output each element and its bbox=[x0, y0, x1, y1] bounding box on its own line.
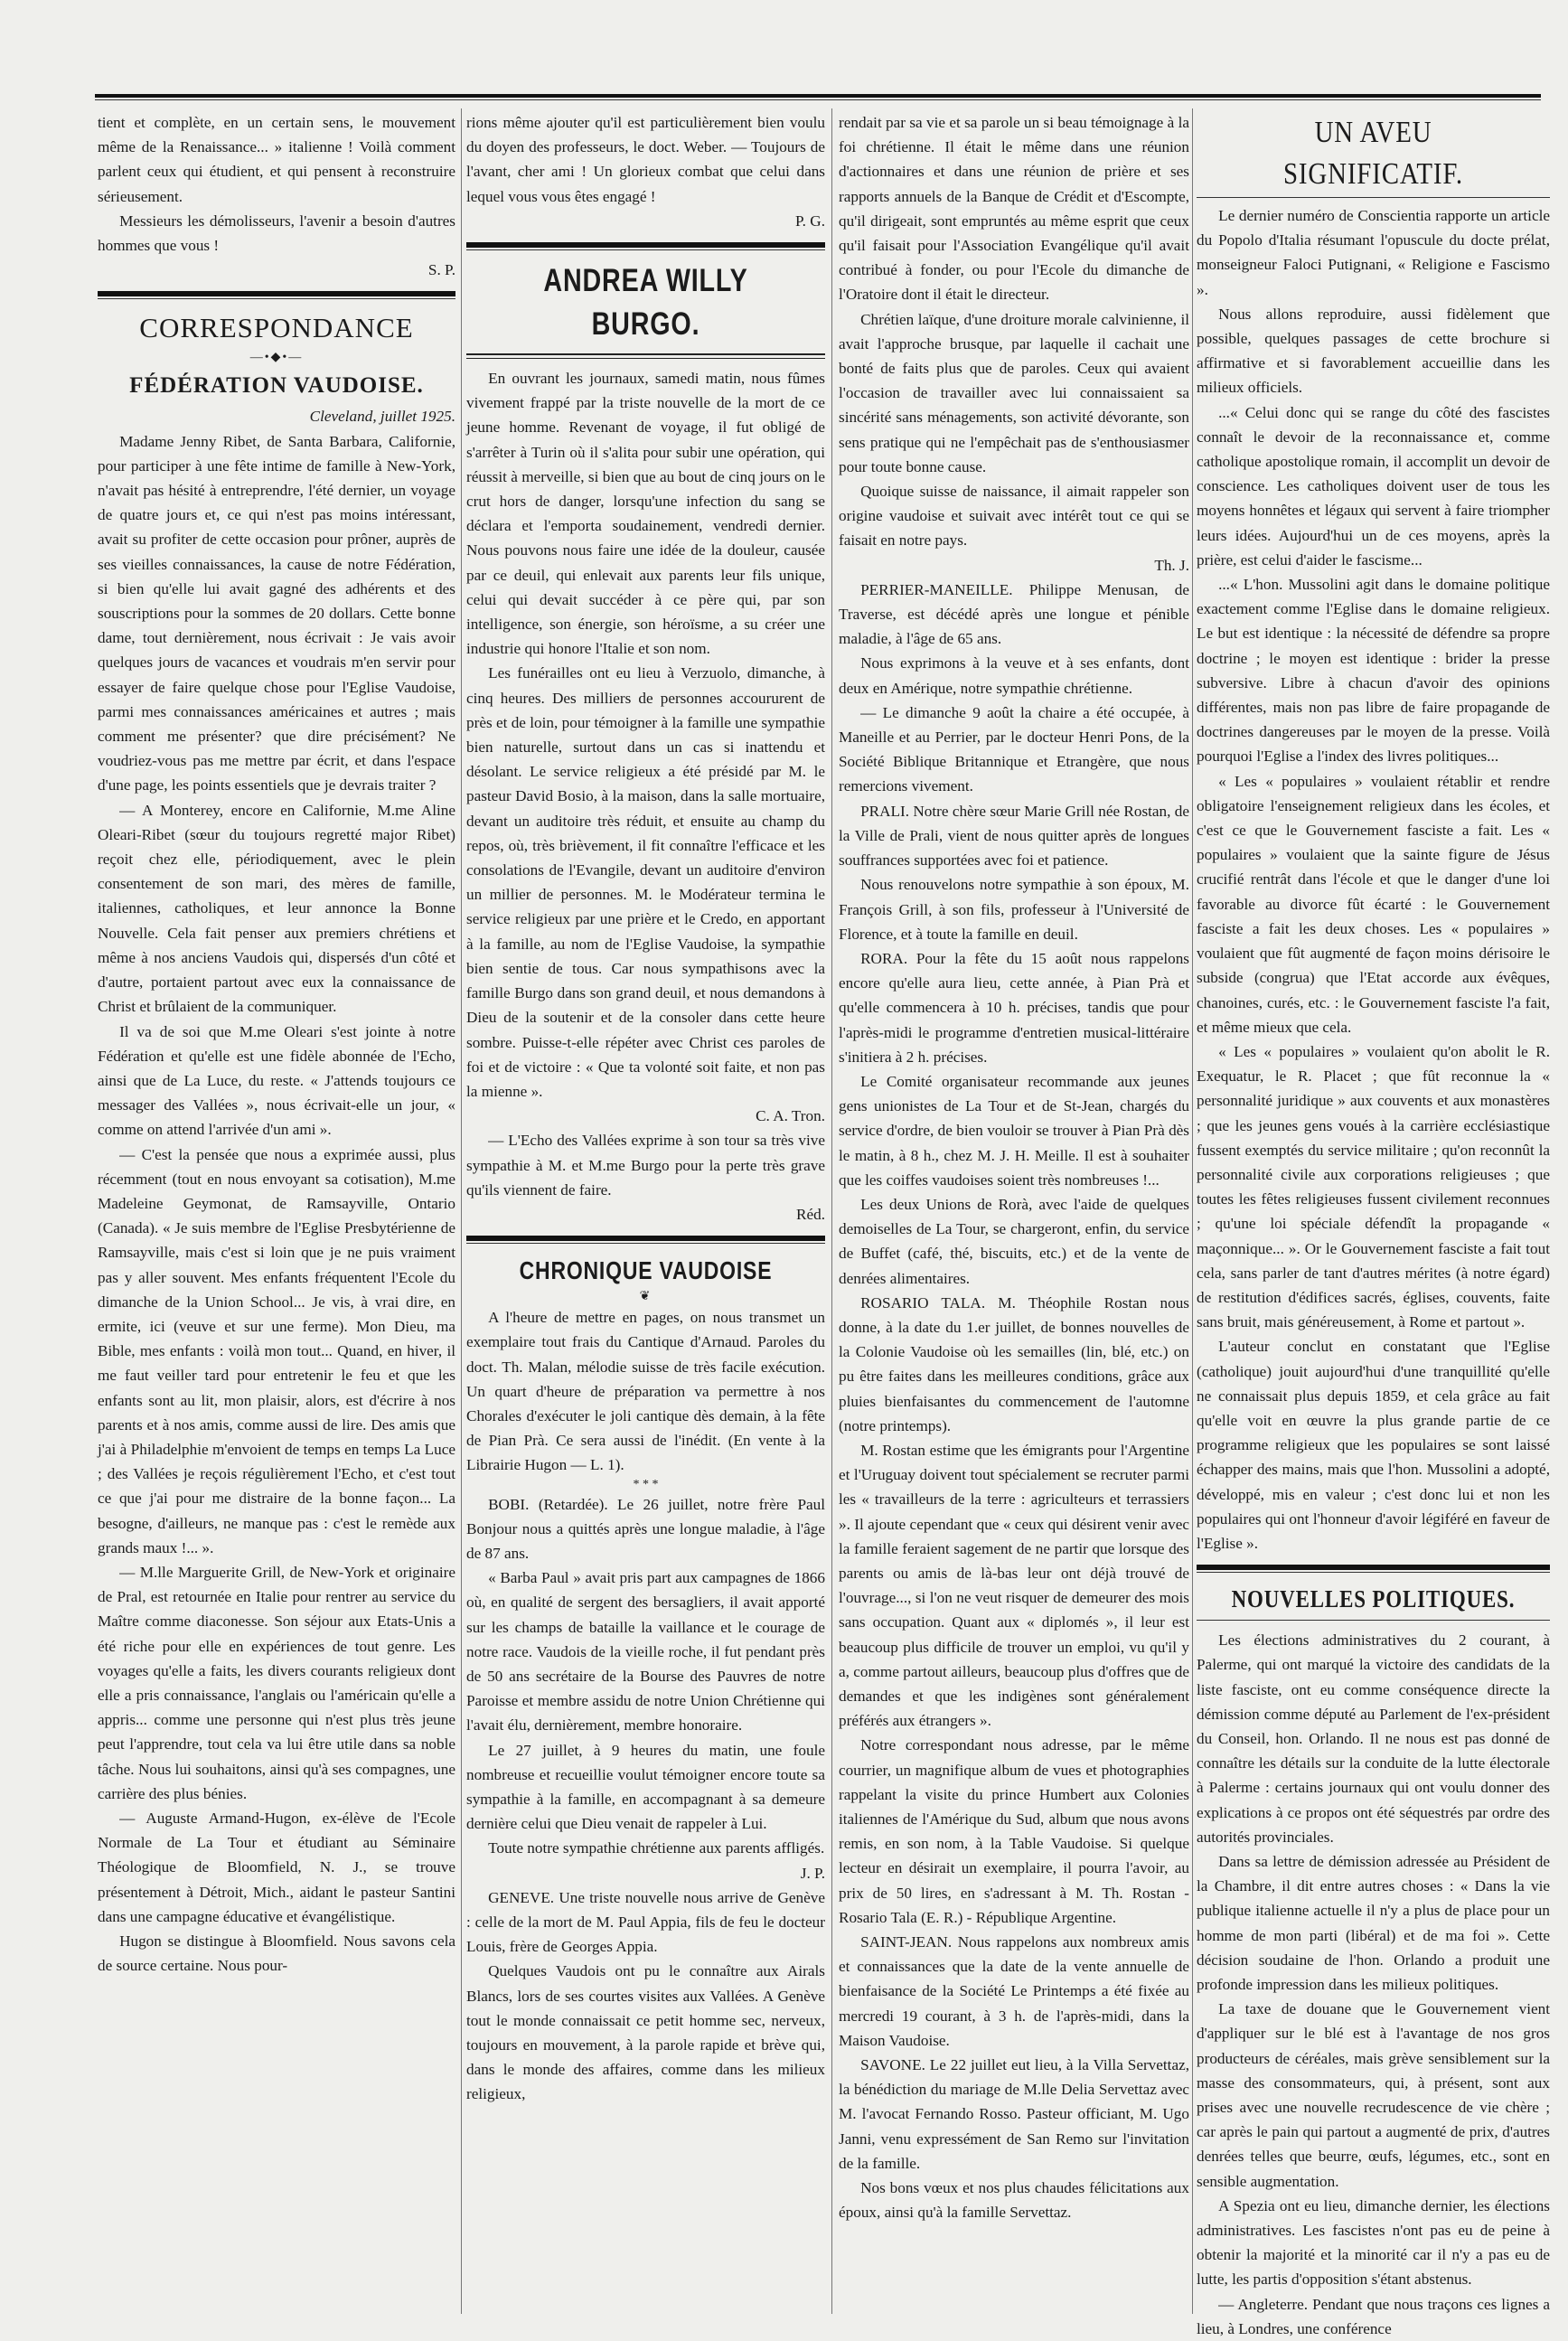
paragraph: « Les « populaires » voulaient rétablir et rendre obligatoire l'enseignement religieux dans les écoles, et c'est ce que le Gouvernement fasciste a fait. Les « populaires » voulaient que la sainte figure de Jésus crucifié rentrât dans l'école et que le danger d'une loi favorable au divorce fût écarté : le Gouvernement fasciste a fait les deux choses. Les « populaires » voulaient que fût augmenté de façon moins dérisoire le subside (congrua) que l'Etat accorde aux évêques, chanoines, curés, etc. : le Gouvernement fasciste l'a fait, et même mieux que cela. bbox=[1197, 772, 1550, 1036]
paragraph: « Barba Paul » avait pris part aux campagnes de 1866 où, en qualité de sergent des bersagliers, il avait apporté sur les champs de bataille la vaillance et le courage de notre race. Vaudois de la vieille roche, il fut pendant près de 50 ans secrétaire de la Bourse des Pauvres de notre Paroisse et membre assidu de notre Union Chrétienne qui l'avait élu, dernièrement, membre honoraire. bbox=[466, 1569, 825, 1735]
ornament-divider: —•◆•— bbox=[249, 351, 304, 365]
paragraph: rions même ajouter qu'il est particulièrement bien voulu du doyen des professeurs, le doct. Weber. — Toujours de l'avant, cher ami ! Un glorieux combat que celui dans lequel vous vous êtes engagé ! bbox=[466, 114, 825, 205]
paragraph: Hugon se distingue à Bloomfield. Nous savons cela de source certaine. Nous pour- bbox=[98, 1932, 455, 1975]
top-rule-thin bbox=[95, 99, 1541, 100]
paragraph: BOBI. (Retardée). Le 26 juillet, notre frère Paul Bonjour nous a quittés après une longue maladie, à l'âge de 87 ans. bbox=[466, 1495, 825, 1562]
paragraph: GENEVE. Une triste nouvelle nous arrive de Genève : celle de la mort de M. Paul Appia, fils de feu le docteur Louis, frère de Georges Appia. bbox=[466, 1888, 825, 1956]
section-rule bbox=[1197, 1565, 1550, 1570]
paragraph: — A Monterey, encore en Californie, M.me Aline Oleari-Ribet (sœur du toujours regretté major Ribet) reçoit chez elle, périodiquement, avec le plein consentement de son mari, des mères de famille, italiennes, catholiques, et leur annonce la Bonne Nouvelle. Cela fait penser aux premiers chrétiens et même à nos anciens Vaudois qui, dispersés d'un côté et d'autre, portaient partout avec eux la connaissance de Christ et brûlaient de la communiquer. bbox=[98, 801, 455, 1016]
column-3 bbox=[839, 110, 1189, 2316]
paragraph: SAVONE. Le 22 juillet eut lieu, à la Villa Servettaz, la bénédiction du mariage de M.lle Delia Servettaz avec M. l'avocat Fernando Rosso. Pasteur officiant, M. Ugo Janni, venu expressément de San Remo sur l'invitation de la famille. bbox=[839, 2056, 1189, 2172]
section-rule bbox=[466, 242, 825, 248]
paragraph: Quelques Vaudois ont pu le connaître aux Airals Blancs, lors de ses courtes visites aux Vallées. A Genève tout le monde connaissait ce petit homme sec, nerveux, toujours en mouvement, à la parole rapide et brève qui, dans le monde des affaires, comme dans les milieux religieux, bbox=[466, 1962, 825, 2103]
paragraph: ROSARIO TALA. M. Théophile Rostan nous donne, à la date du 1.er juillet, de bonnes nouvelles de la Colonie Vaudoise où les semailles (lin, blé, etc.) on pu être faites dans les meilleures conditions, grâce aux pluies bienfaisantes du commencement de l'automne (notre printemps). bbox=[839, 1293, 1189, 1434]
paragraph: PERRIER-MANEILLE. Philippe Menusan, de Traverse, est décédé après une longue et pénible maladie, à l'âge de 65 ans. bbox=[839, 580, 1189, 648]
paragraph: rendait par sa vie et sa parole un si beau témoignage à la foi chrétienne. Il était le même dans une réunion d'actionnaires et dans une réunion de prière et ses rapports annuels de la Banque de Crédit et d'Escompte, qu'il dirigeait, sont empruntés au même esprit que ceux qu'il faisait pour l'Association Evangélique qu'il avait contribué à fonder, ou pour l'Ecole du dimanche de l'Oratoire dont il était le directeur. bbox=[839, 114, 1189, 304]
paragraph: Le dernier numéro de Conscientia rapporte un article du Popolo d'Italia résumant l'opuscule du docte prélat, monseigneur Faloci Putignani, « Religione e Fascismo ». bbox=[1197, 207, 1550, 298]
separator-stars: * * * bbox=[633, 1477, 659, 1491]
section-title: CHRONIQUE VAUDOISE bbox=[519, 1256, 773, 1285]
paragraph: Quoique suisse de naissance, il aimait rappeler son origine vaudoise et suivait avec intérêt tout ce qui se faisait en notre pays. bbox=[839, 483, 1189, 550]
section-rule-thin bbox=[466, 1243, 825, 1244]
paragraph: Le Comité organisateur recommande aux jeunes gens unionistes de La Tour et de St-Jean, chargés du service d'ordre, de bien vouloir se trouver à Pian Prà dès le matin, à 8 h., chez M. J. H. Meille. Il est à souhaiter que les coiffes vaudoises soient très nombreuses !... bbox=[839, 1072, 1189, 1189]
paragraph: SAINT-JEAN. Nous rappelons aux nombreux amis et connaissances que la date de la vente annuelle de bienfaisance de la Société Le Printemps a été fixée au mercredi 19 courant, à 3 h. de l'après-midi, dans la Maison Vaudoise. bbox=[839, 1933, 1189, 2049]
paragraph: Chrétien laïque, d'une droiture morale calvinienne, il avait l'approche brusque, par laquelle il cachait une bonté de faits plus que de paroles. Ceux qui avaient l'occasion de travailler avec lui connaissaient sa sincérité sans ménagements, son activité dévorante, son sens pratique qui ne l'empêchait pas de s'enthousiasmer pour toute bonne cause. bbox=[839, 310, 1189, 475]
paragraph: RORA. Pour la fête du 15 août nous rappelons encore qu'elle aura lieu, cette année, à Pian Prà et qu'elle commencera à 10 h. précises, tandis que pour l'après-midi le programme d'entretien musical-littéraire s'initiera à 2 h. précises. bbox=[839, 949, 1189, 1066]
column-divider bbox=[461, 108, 462, 2314]
paragraph: Toute notre sympathie chrétienne aux parents affligés. bbox=[488, 1839, 825, 1857]
sub-title: FÉDÉRATION VAUDOISE. bbox=[129, 373, 424, 399]
paragraph: Messieurs les démolisseurs, l'avenir a besoin d'autres hommes que vous ! bbox=[98, 212, 455, 255]
paragraph: Nos bons vœux et nos plus chaudes félicitations aux époux, ainsi qu'à la famille Servettaz. bbox=[839, 2179, 1189, 2222]
column-2 bbox=[466, 110, 825, 2316]
paragraph: PRALI. Notre chère sœur Marie Grill née Rostan, de la Ville de Prali, vient de nous quitter après de longues souffrances supportées avec foi et patience. bbox=[839, 802, 1189, 870]
paragraph: — M.lle Marguerite Grill, de New-York et originaire de Pral, est retournée en Italie pour rentrer au service du Maître comme diaconesse. Son séjour aux Etats-Unis a été riche pour elle en expériences de tout genre. Les voyages qu'elle a faits, les divers courants religieux dont elle a pris connaissance, l'anglais ou l'américain qu'elle a appris... comme une personne qui n'est plus très jeune peut l'apprendre, tout cela va lui être utile dans sa noble tâche. Nous lui souhaitons, ainsi qu'à ses compagnes, une carrière des plus bénies. bbox=[98, 1563, 455, 1802]
paragraph: — C'est la pensée que nous a exprimée aussi, plus récemment (tout en nous envoyant sa cotisation), M.me Madeleine Geymonat, de Ramsayville, Ontario (Canada). « Je suis membre de l'Eglise Presbytérienne de Ramsayville, mais c'est si loin que je ne puis vraiment pas y aller souvent. Mes enfants fréquentent l'Ecole du dimanche de la Union School... Je vis, à vrai dire, en ermite, ici (veuve et sur une ferme). Mon Dieu, ma Bible, mes enfants : voilà mon tout... Quand, en hiver, il me faut veiller tard pour entretenir le feu et que les enfants sont au lit, mon plaisir, alors, est d'écrire à nos parents et à nos amis, comme aussi de lire. Des amis que j'ai à Philadelphie m'envoient de temps en temps La Luce ; des Vallées je reçois régulièrement l'Echo, et c'est tout ce que j'ai pour me distraire de la bonne façon... La besogne, d'ailleurs, ne manque pas : c'est le remède aux grands maux !... ». bbox=[98, 1145, 455, 1556]
signature: S. P. bbox=[427, 261, 455, 279]
paragraph: ...« Celui donc qui se range du côté des fascistes connaît le devoir de la reconnaissance et, comme catholique apostolique romain, il accomplit un devoir de conscience. Les catholiques doivent user de tous les moyens honnêtes et légaux qui servent à faire triompher leurs idées. Aujourd'hui un de ces moyens, après la prière, est celui d'aider le fascisme... bbox=[1197, 403, 1550, 569]
section-rule bbox=[98, 291, 455, 296]
section-title: ANDREA WILLY BURGO. bbox=[543, 263, 748, 343]
paragraph: — Le dimanche 9 août la chaire a été occupée, à Maneille et au Perrier, par le docteur Henri Pons, de la Société Biblique Britannique et Etrangère, que nous remercions vivement. bbox=[839, 703, 1189, 795]
section-rule bbox=[466, 1236, 825, 1241]
paragraph: En ouvrant les journaux, samedi matin, nous fûmes vivement frappé par la triste nouvelle de la mort de ce jeune homme. Revenant de voyage, il fut obligé de s'arrêter à Turin où il s'alita pour subir une opération, qui réussit à merveille, si bien que au bout de cinq jours on le crut hors de danger, lorsqu'une infection du sang se déclara et l'emporta soudainement, vendredi dernier. Nous pouvons nous faire une idée de la douleur, causée par ce deuil, qui enlevait aux parents leur fils unique, celui qui devait succéder à ce père qui, par son intelligence, son énergie, son héroïsme, a su créer une industrie qui honore l'Italie et son nom. bbox=[466, 370, 825, 658]
paragraph: ...« L'hon. Mussolini agit dans le domaine politique exactement comme l'Eglise dans le domaine religieux. Le but est identique : la nécessité de défendre sa propre doctrine ; le moyen est identique : brider la presse subversive. Libre à chacun d'avoir des opinions différentes, mais non pas libre de faire propagande de doctrines dangereuses par le moyen de la presse. Voilà pourquoi l'Eglise a l'index des livres politiques... bbox=[1197, 576, 1550, 766]
paragraph: A l'heure de mettre en pages, on nous transmet un exemplaire tout frais du Cantique d'Arnaud. Paroles du doct. Th. Malan, mélodie suisse de très facile exécution. Un quart d'heure de préparation va permettre à nos Chorales d'exécuter le joli cantique dès demain, à la fête de Pian Prà. Ce sera aussi de l'inédit. (En vente à la Librairie Hugon — L. 1). bbox=[466, 1309, 825, 1474]
section-title: CORRESPONDANCE bbox=[139, 312, 414, 344]
column-divider bbox=[1192, 108, 1193, 2314]
signature: P. G. bbox=[795, 212, 825, 230]
paragraph: « Les « populaires » voulaient qu'on abolit le R. Exequatur, le R. Placet ; que fût reconnue la « personnalité juridique » aux couvents et aux monastères ; que les jeunes gens voués à la carrière ecclésiastique fussent exemptés du service militaire ; qu'on reconnût la personnalité civile aux corporations religieuses ; que toutes les fêtes religieuses fussent civilement reconnues ; qu'une loi spéciale défendît la propagande « maçonnique... ». Or le Gouvernement fasciste a fait tout cela, sans parler de tant d'autres mérites (à notre égard) de restitution d'édifices sacrés, églises, couvents, faite sans bruit, mais généreusement, à Rome et partout ». bbox=[1197, 1042, 1550, 1331]
paragraph: Les élections administratives du 2 courant, à Palerme, qui ont marqué la victoire des candidats de la liste fasciste, ont eu comme conséquence directe la démission comme député au Parlement de l'ex-président du Conseil, hon. Orlando. Il ne nous est pas donné de connaître les détails sur la conduite de la lutte électorale à Palerme : certains journaux qui ont voulu donner des explications à ce propos ont été séquestrés par ordre des autorités provinciales. bbox=[1197, 1631, 1550, 1846]
paragraph: tient et complète, en un certain sens, le mouvement même de la Renaissance... » italienne ! Voilà comment parlent ceux qui étudient, et qui pensent à reconstruire sérieusement. bbox=[98, 114, 455, 205]
column-1 bbox=[98, 110, 455, 2316]
signature: Th. J. bbox=[1154, 556, 1189, 574]
signature: C. A. Tron. bbox=[756, 1107, 825, 1125]
section-rule-thin bbox=[1197, 1572, 1550, 1573]
title-rule bbox=[466, 353, 825, 359]
paragraph: Notre correspondant nous adresse, par le même courrier, un magnifique album de vues et photographies rappelant la visite du prince Humbert aux Colonies italiennes de l'Amérique du Sud, album que nous avons remis, en son nom, à la Table Vaudoise. Si quelque lecteur en désirait un exemplaire, il pourra l'avoir, au prix de 50 lires, en s'adressant à M. Th. Rostan - Rosario Tala (E. R.) - République Argentine. bbox=[839, 1736, 1189, 1926]
paragraph: — L'Echo des Vallées exprime à son tour sa très vive sympathie à M. et M.me Burgo pour la perte très grave qu'ils viennent de faire. bbox=[466, 1132, 825, 1199]
paragraph: — Auguste Armand-Hugon, ex-élève de l'Ecole Normale de La Tour et étudiant au Séminaire Théologique de Bloomfield, N. J., se trouve présentement à Détroit, Mich., aidant le pasteur Santini dans une campagne éducative et évangélistique. bbox=[98, 1810, 455, 1925]
paragraph: L'auteur conclut en constatant que l'Eglise (catholique) jouit aujourd'hui d'une tranquillité qu'elle ne connaissait plus depuis 1859, et cela grâce au fait qu'elle voit en œuvre la plus grande partie de ce programme religieux que les populaires se sont laissé échapper des mains, mais que l'hon. Mussolini a adopté, développé, mis en valeur ; c'est donc lui et non les populaires qui ont l'honneur d'avoir légiféré en faveur de l'Eglise ». bbox=[1197, 1338, 1550, 1552]
section-title: NOUVELLES POLITIQUES. bbox=[1231, 1585, 1516, 1613]
section-rule-thin bbox=[98, 298, 455, 299]
column-divider bbox=[831, 108, 832, 2314]
paragraph: — Angleterre. Pendant que nous traçons ces lignes a lieu, à Londres, une conférence bbox=[1197, 2295, 1550, 2337]
paragraph: Nous allons reproduire, aussi fidèlement que possible, quelques passages de cette brochure si affirmative et si favorablement accueillie dans les milieux officiels. bbox=[1197, 305, 1550, 397]
signature: J. P. bbox=[800, 1864, 825, 1882]
title-rule bbox=[1197, 1620, 1550, 1621]
signed-line bbox=[98, 209, 455, 258]
section-title: UN AVEU SIGNIFICATIF. bbox=[1282, 116, 1464, 191]
ornament-divider: ❦ bbox=[639, 1290, 653, 1304]
paragraph: A Spezia ont eu lieu, dimanche dernier, les élections administratives. Les fascistes n'ont pas eu de peine à obtenir la majorité et la minorité car il n'y a pas eu de lutte, les partis d'opposition s'étant abstenus. bbox=[1197, 2196, 1550, 2289]
paragraph: Les deux Unions de Rorà, avec l'aide de quelques demoiselles de La Tour, se chargeront, enfin, du service de Buffet (café, thé, biscuits, etc.) et de la vente de denrées alimentaires. bbox=[839, 1195, 1189, 1287]
paragraph: La taxe de douane que le Gouvernement vient d'appliquer sur le blé est à l'avantage de nos gros producteurs de céréales, mais grève sensiblement sur la masse des consommateurs, qui, à présent, sont aux prises avec une nouvelle recrudescence de vie chère ; car après le pain qui partout a augmenté de prix, d'autres denrées telles que beurre, œufs, légumes, etc., sont en sensible augmentation. bbox=[1197, 2000, 1550, 2190]
paragraph: Dans sa lettre de démission adressée au Président de la Chambre, il dit entre autres choses : « Dans la vie publique italienne actuelle il n'y a plus de place pour un homme de mon parti (libéral) et de ma foi ». Cette décision soudaine de l'hon. Orlando a produit une profonde impression dans les milieux politiques. bbox=[1197, 1853, 1550, 1994]
paragraph: Il va de soi que M.me Oleari s'est jointe à notre Fédération et qu'elle est une fidèle abonnée de l'Echo, ainsi que de La Luce, du reste. « J'attends toujours ce messager des Vallées », nous écrivait-elle un jour, « comme on attend l'arrivée d'un ami ». bbox=[98, 1022, 455, 1139]
paragraph: Nous renouvelons notre sympathie à son époux, M. François Grill, à son fils, professeur à l'Université de Florence, et à toute la famille en deuil. bbox=[839, 876, 1189, 943]
paragraph: Les funérailles ont eu lieu à Verzuolo, dimanche, à cinq heures. Des milliers de personnes accoururent de près et de loin, pour témoigner à la famille une sympathie bien naturelle, surtout dans un cas si inattendu et désolant. Le service religieux a été présidé par M. le pasteur David Bosio, à la maison, dans la salle mortuaire, devant un auditoire très réduit, et ensuite au champ du repos, où, très brièvement, il fit connaître l'efficace et les consolations de l'Evangile, devant un auditoire d'environ un millier de personnes. M. le Modérateur termina le service religieux par une prière et le Credo, en apportant à la famille, au nom de l'Eglise Vaudoise, la sympathie bien sentie de tous. Car nous sympathisons avec la famille Burgo dans son grand deuil, et nous demandons à Dieu de la soutenir et de la consoler dans cette heure sombre. Puisse-t-elle répéter avec Christ ces paroles de foi et de victoire : « Que ta volonté soit faite, et non pas la mienne ». bbox=[466, 664, 825, 1100]
paragraph: Nous exprimons à la veuve et à ses enfants, dont deux en Amérique, notre sympathie chrétienne. bbox=[839, 654, 1189, 697]
top-rule bbox=[95, 94, 1541, 98]
paragraph: M. Rostan estime que les émigrants pour l'Argentine et l'Uruguay doivent tout spécialement se recruter parmi les « travailleurs de la terre : agriculteurs et terrassiers ». Il ajoute cependant que « ceux qui désirent venir avec la famille feraient sagement de ne partir que lorsque des parents ou amis de là-bas leur ont déjà trouvé de l'ouvrage..., si l'on ne veut risquer de demeurer des mois sans occupation. Quant aux « diplomés », il leur est beaucoup plus difficile de trouver un emploi, vu qu'il y a, comme partout ailleurs, beaucoup plus d'offres que de demandes et que les indigènes sont généralement préférés aux étrangers ». bbox=[839, 1441, 1189, 1730]
title-rule bbox=[1197, 197, 1550, 198]
dateline: Cleveland, juillet 1925. bbox=[309, 408, 455, 426]
signature: Réd. bbox=[796, 1205, 825, 1223]
paragraph: Madame Jenny Ribet, de Santa Barbara, Californie, pour participer à une fête intime de famille à New-York, n'avait pas hésité à entreprendre, l'été dernier, un voyage de quatre jours et, ce qui n'est pas moins intéressant, avait su profiter de cette occasion pour prôner, auprès de ses vieilles connaissances, la cause de notre Fédération, si bien qu'elle lui avait gagné des adhérents et des souscriptions pour la sommes de 20 dollars. Cette bonne dame, tout dernièrement, nous écrivait : Je vais avoir quelques jours de vacances et voudrais m'en servir pour essayer de faire quelque chose pour l'Eglise Vaudoise, parmi mes connaissances américaines et autres ; mais comment me présenter? que dire précisément? Ne voudriez-vous pas me mettre par écrit, et dans l'espace d'une page, les points essentiels que je devrais traiter ? bbox=[98, 432, 455, 794]
column-4 bbox=[1197, 110, 1550, 2337]
section-rule-thin bbox=[466, 249, 825, 250]
paragraph: Le 27 juillet, à 9 heures du matin, une foule nombreuse et recueillie voulut témoigner encore toute sa sympathie à la famille, en accompagnant à sa demeure dernière celui que Dieu venait de rappeler à Lui. bbox=[466, 1741, 825, 1833]
